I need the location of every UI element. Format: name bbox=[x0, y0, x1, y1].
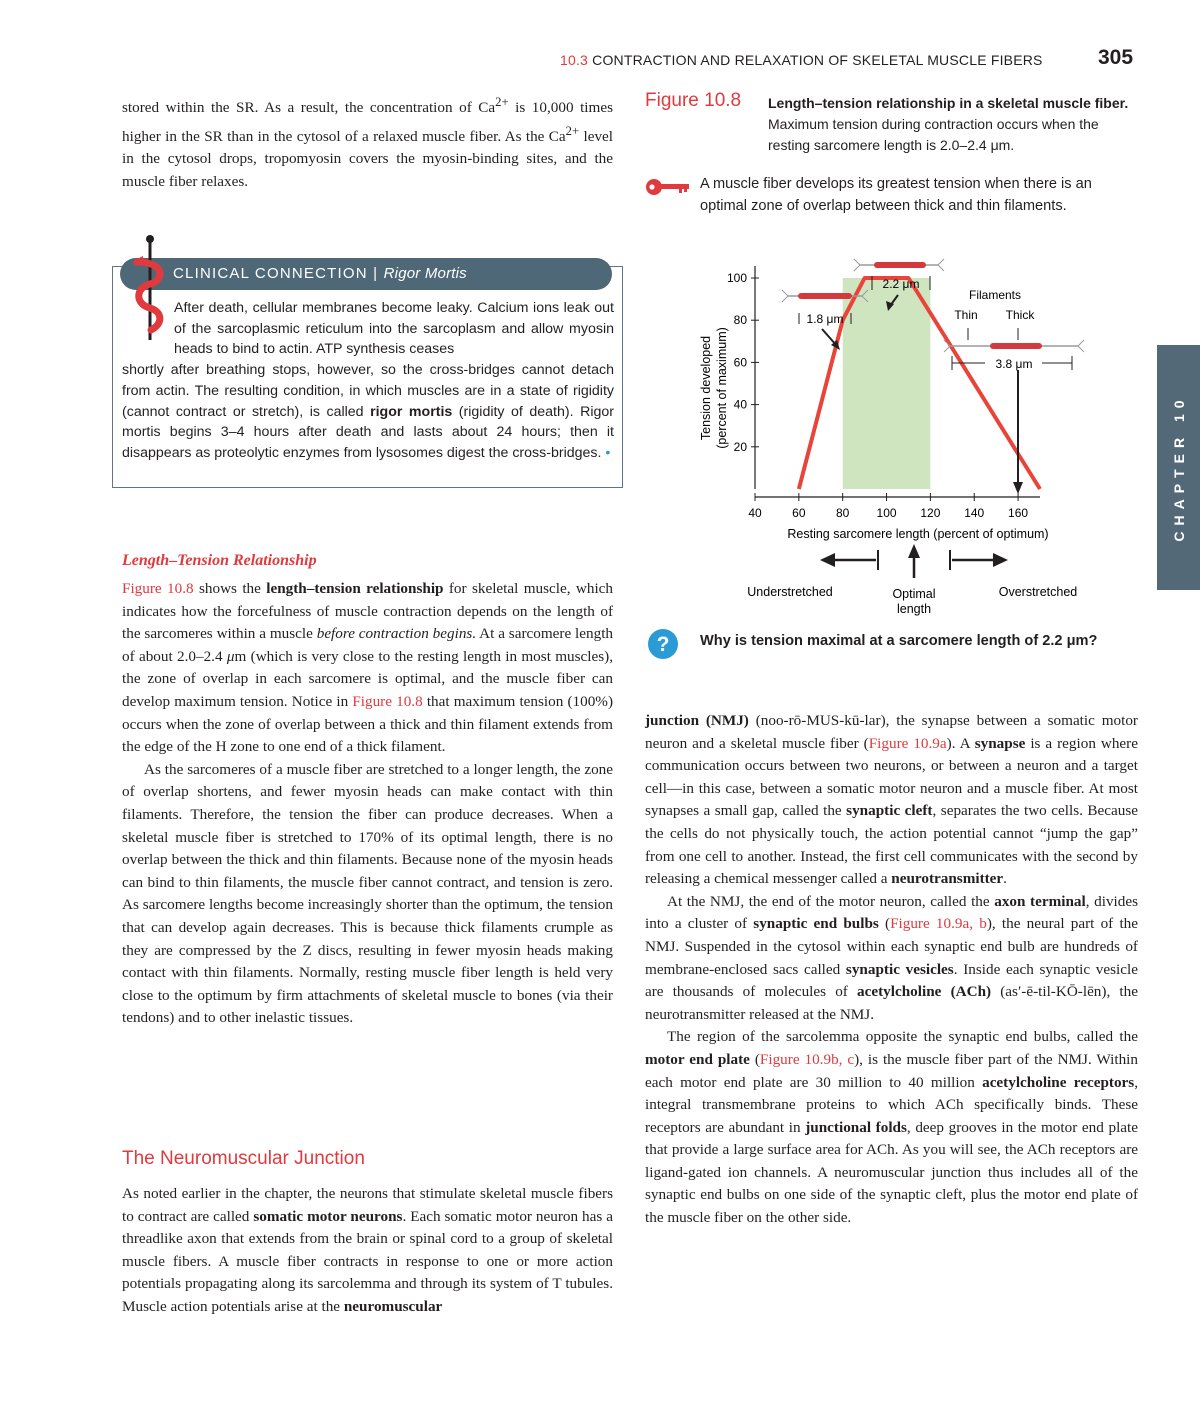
thin-filament-label: Thin bbox=[954, 308, 978, 322]
figure-caption bbox=[768, 93, 1140, 156]
running-head bbox=[560, 52, 1043, 68]
right-column-text bbox=[645, 710, 1138, 1230]
optimal-arrow bbox=[908, 544, 920, 578]
clinical-topic: Rigor Mortis bbox=[383, 265, 467, 282]
intro-paragraph: stored within the SR. As a result, the concentration of $Ca^{2+}$ is 10,000 times higher in the SR than in the cytosol of a relaxed muscle fiber. As the $Ca^{2+}$ level in the cytosol drops, tropomyosin covers the myosin-binding sites, and the muscle fiber relaxes. bbox=[122, 95, 613, 190]
section-number: 10.3 bbox=[560, 52, 589, 68]
nmj-heading: The Neuromuscular Junction bbox=[122, 1148, 365, 1169]
y-tick-label: 40 bbox=[733, 397, 747, 412]
figure-key-point: A muscle fiber develops its greatest tension when there is an optimal zone of overlap between thick and thin filaments. bbox=[700, 176, 1092, 214]
x-tick-label: 60 bbox=[792, 506, 806, 520]
clinical-separator: | bbox=[373, 265, 379, 282]
thick-filament-label: Thick bbox=[1005, 308, 1035, 322]
figure-caption-rest: Maximum tension during contraction occurs when the resting sarcomere length is 2.0–2.4 μm. bbox=[768, 116, 1099, 153]
optimal-sarcomere-label: 2.2 μm bbox=[882, 277, 920, 291]
clinical-connection-title bbox=[173, 265, 467, 282]
clinical-connection-text bbox=[122, 298, 614, 464]
chapter-tab bbox=[1157, 345, 1200, 590]
x-tick-label: 40 bbox=[748, 506, 762, 520]
clinical-text-indented: After death, cellular membranes become leaky. Calcium ions leak out of the sarcoplasmic reticulum into the sarcoplasm and allow myosin heads to bind to actin. ATP synthesis ceases bbox=[174, 300, 614, 358]
x-tick-label: 120 bbox=[920, 506, 941, 520]
nmj-paragraph-1: junction (NMJ) (noo-rō-MUS-kū-lar), the synapse between a somatic motor neuron and a skeletal muscle fiber (Figure 10.9a). A synapse is a region where communication occurs between two neurons, or between a neuron and a target cell—in this case, between a somatic motor neuron and a muscle fiber. At most synapses a small gap, called the synaptic cleft, separates the two cells. Because the cells do not physically touch, the action potential cannot “jump the gap” from one cell to another. Instead, the first cell communicates with the second by releasing a chemical messenger called a neurotransmitter. bbox=[645, 712, 1139, 888]
page-number: 305 bbox=[1098, 46, 1134, 69]
y-tick-label: 80 bbox=[733, 313, 747, 328]
y-axis-label: Tension developed bbox=[699, 335, 713, 441]
optimal-zone-band bbox=[843, 278, 931, 489]
length-tension-paragraph-1: Figure 10.8 shows the length–tension relationship for skeletal muscle, which indicates how the forcefulness of muscle contraction depends on the length of the sarcomeres within a muscle before contraction begins. At a sarcomere length of about 2.0–2.4 μm (which is very close to the resting length in most muscles), the zone of overlap in each sarcomere is optimal, and the muscle fiber can develop maximum tension. Notice in Figure 10.8 that maximum tension (100%) occurs when the zone of overlap between a thick and thin filament extends from the edge of the H zone to one end of a thick filament. bbox=[122, 580, 614, 756]
clinical-text-rest: shortly after breathing stops, however, so the cross-bridges cannot detach from actin. The resulting condition, in which muscles are in a state of rigidity (cannot contract or stretch), is called rigor mortis (rigidity of death). Rigor mortis begins 3–4 hours after death and lasts about 24 hours; then it disappears as proteolytic enzymes from lysosomes digest the cross-bridges. • bbox=[122, 362, 614, 461]
understretched-arrow bbox=[820, 550, 878, 570]
x-tick-label: 140 bbox=[964, 506, 985, 520]
x-tick-label: 80 bbox=[836, 506, 850, 520]
length-tension-text bbox=[122, 578, 613, 1030]
nmj-paragraph: As noted earlier in the chapter, the neurons that stimulate skeletal muscle fibers to contract are called somatic motor neurons. Each somatic motor neuron has a threadlike axon that extends from the brain or spinal cord to a group of skeletal muscle fibers. A muscle fiber contracts in response to one or more action potentials propagating along its sarcolemma and through its system of T tubules. Muscle action potentials arise at the neuromuscular bbox=[122, 1185, 613, 1315]
sarcomere-stretched-icon bbox=[944, 288, 1084, 371]
clinical-label: CLINICAL CONNECTION bbox=[173, 265, 368, 282]
optimal-length-label: Optimal bbox=[892, 587, 936, 601]
y-tick-label: 60 bbox=[733, 355, 747, 370]
length-tension-heading: Length–Tension Relationship bbox=[122, 552, 317, 569]
nmj-paragraph-2: At the NMJ, the end of the motor neuron, called the axon terminal, divides into a cluster of synaptic end bulbs (Figure 10.9a, b), the neural part of the NMJ. Suspended in the cytosol within each synaptic end bulb are hundreds of membrane-enclosed sacs called synaptic vesicles. Inside each synaptic vesicle are thousands of molecules of acetylcholine (ACh) (as′-ē-til-KŌ-lēn), the neurotransmitter released at the NMJ. bbox=[645, 892, 1138, 1023]
y-tick-label: 100 bbox=[726, 271, 747, 285]
filaments-label: Filaments bbox=[968, 288, 1022, 302]
key-icon bbox=[645, 176, 691, 198]
question-icon bbox=[647, 628, 679, 660]
length-tension-chart bbox=[640, 238, 1160, 628]
length-tension-paragraph-2: As the sarcomeres of a muscle fiber are stretched to a longer length, the zone of overlap shortens, and fewer myosin heads can make contact with thin filaments. Therefore, the tension the fiber can produce decreases. When a skeletal muscle fiber is stretched to 170% of its optimal length, there is no overlap between the thick and thin filaments. Because none of the myosin heads can bind to thin filaments, the muscle fiber cannot contract, and tension is zero. As sarcomere lengths become increasingly shorter than the optimum, the tension that can develop again decreases. This is because thick filaments crumple as they are compressed by the Z discs, resulting in fewer myosin heads making contact with thin filaments. Normally, resting muscle fiber length is held very close to the optimum by firm attachments of skeletal muscle to bones (via their tendons) and to other inelastic tissues. bbox=[122, 760, 613, 1027]
y-axis bbox=[727, 266, 759, 489]
nmj-paragraph-3: The region of the sarcolemma opposite the synaptic end bulbs, called the motor end plate (Figure 10.9b, c), is the muscle fiber part of the NMJ. Within each motor end plate are 30 million to 40 million acetylcholine receptors, integral transmembrane proteins to which ACh specifically binds. These receptors are abundant in junctional folds, deep grooves in the motor end plate that provide a large surface area for ACh. As you will see, the ACh receptors are ligand-gated ion channels. A neuromuscular junction thus includes all of the synaptic end bulbs on one side of the synaptic cleft, plus the motor end plate of the muscle fiber on the other side. bbox=[645, 1028, 1138, 1227]
optimal-length-label-2: length bbox=[896, 602, 932, 616]
overstretched-arrow bbox=[950, 550, 1008, 570]
svg-text:?: ? bbox=[656, 633, 670, 656]
figure-label: Figure 10.8 bbox=[645, 90, 742, 111]
x-axis-label: Resting sarcomere length (percent of optimum) bbox=[787, 527, 1049, 541]
y-axis-label-sub: (percent of maximum) bbox=[715, 327, 729, 449]
short-sarcomere-label: 1.8 μm bbox=[806, 312, 844, 326]
stretched-sarcomere-label: 3.8 μm bbox=[995, 357, 1033, 371]
y-tick-label: 20 bbox=[733, 439, 747, 454]
chapter-tab-label: CHAPTER 10 bbox=[1170, 393, 1187, 542]
x-axis bbox=[748, 493, 1040, 520]
overstretched-label: Overstretched bbox=[998, 585, 1078, 599]
figure-caption-bold: Length–tension relationship in a skeletal muscle fiber. bbox=[768, 95, 1129, 111]
x-tick-label: 100 bbox=[876, 506, 897, 520]
figure-question: Why is tension maximal at a sarcomere length of 2.2 μm? bbox=[700, 633, 1098, 649]
understretched-label: Understretched bbox=[747, 585, 833, 599]
x-tick-label: 160 bbox=[1008, 506, 1029, 520]
running-title: CONTRACTION AND RELAXATION OF SKELETAL MUSCLE FIBERS bbox=[592, 52, 1043, 68]
